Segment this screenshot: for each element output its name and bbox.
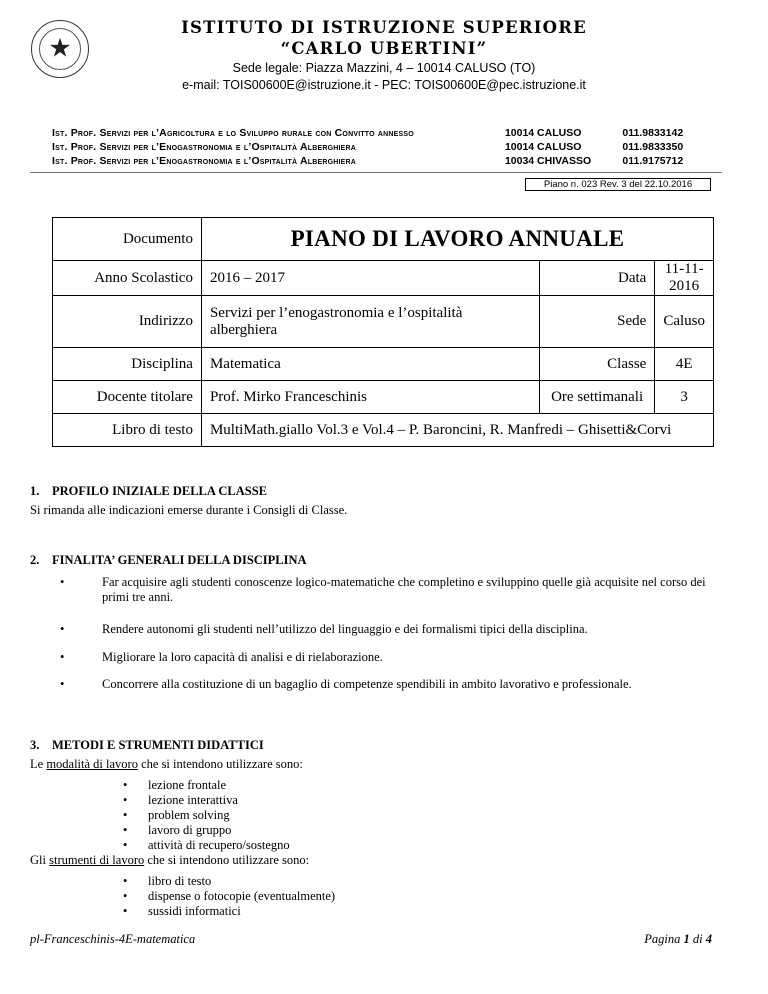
indirizzo-label: Indirizzo: [53, 296, 202, 348]
site-phone: 011.9175712: [622, 155, 684, 167]
list-item: • problem solving: [123, 808, 290, 823]
list-item: • dispense o fotocopie (eventualmente): [123, 889, 335, 904]
intro-text: che si intendono utilizzare sono:: [137, 757, 303, 771]
institute-name: “CARLO UBERTINI”: [280, 39, 488, 58]
section-number: 2.: [30, 553, 40, 567]
footer-page-number: [644, 932, 712, 947]
sede-label: Sede: [539, 296, 654, 348]
section-3-heading: [30, 738, 264, 753]
section-1-text: Si rimanda alle indicazioni emerse durante i Consigli di Classe.: [30, 503, 348, 517]
list-item: • lezione frontale: [123, 778, 290, 793]
section-2-heading: [30, 553, 307, 568]
site-city: 10034 CHIVASSO: [504, 155, 592, 167]
ore-value: 3: [655, 381, 714, 414]
footer-filename: pl-Franceschinis-4E-matematica: [30, 932, 196, 946]
anno-label: Anno Scolastico: [53, 261, 202, 296]
institute-address: Sede legale: Piazza Mazzini, 4 – 10014 CALUSO (TO): [232, 61, 536, 75]
page-total: 4: [705, 932, 712, 946]
section-title: FINALITA’ GENERALI DELLA DISCIPLINA: [52, 553, 307, 567]
sites-list: [52, 126, 712, 168]
disciplina-value: Matematica: [201, 348, 539, 381]
docente-label: Docente titolare: [53, 381, 202, 414]
site-city: 10014 CALUSO: [504, 141, 582, 153]
page-of: di: [689, 932, 706, 946]
section-title: METODI E STRUMENTI DIDATTICI: [52, 738, 264, 752]
list-item: • Far acquisire agli studenti conoscenze logico-matematiche che completino e sviluppino quelle già acquisite nel corso dei primi tre anni.: [60, 575, 710, 605]
anno-value: 2016 – 2017: [201, 261, 539, 296]
header-divider: [30, 172, 722, 173]
section-number: 3.: [30, 738, 40, 752]
classe-value: 4E: [655, 348, 714, 381]
libro-label: Libro di testo: [53, 414, 202, 447]
finalita-list: [60, 677, 710, 692]
list-item: • sussidi informatici: [123, 904, 335, 919]
table-row: [53, 218, 714, 261]
document-info-table: [52, 217, 714, 447]
list-item: • Migliorare la loro capacità di analisi e di rielaborazione.: [60, 650, 710, 665]
strumenti-intro: [30, 853, 309, 868]
table-row: [53, 348, 714, 381]
libro-value: MultiMath.giallo Vol.3 e Vol.4 – P. Baroncini, R. Manfredi – Ghisetti&Corvi: [201, 414, 713, 447]
site-city: 10014 CALUSO: [504, 127, 582, 139]
list-item: • lezione interattiva: [123, 793, 290, 808]
classe-label: Classe: [539, 348, 654, 381]
ore-label: Ore settimanali: [539, 381, 654, 414]
site-phone: 011.9833142: [622, 127, 684, 139]
site-row: [52, 126, 712, 140]
docente-value: Prof. Mirko Franceschinis: [201, 381, 539, 414]
list-item: • Concorrere alla costituzione di un bagaglio di competenze spendibili in ambito lavorativo e professionale.: [60, 677, 710, 692]
documento-label: Documento: [53, 218, 202, 261]
finalita-list: [60, 575, 710, 605]
list-item: • libro di testo: [123, 874, 335, 889]
data-value: 11-11-2016: [655, 261, 714, 296]
site-row: [52, 154, 712, 168]
piano-reference: Piano n. 023 Rev. 3 del 22.10.2016: [525, 178, 711, 191]
institute-contacts: e-mail: TOIS00600E@istruzione.it - PEC: TOIS00600E@pec.istruzione.it: [182, 78, 586, 92]
intro-text: che si intendono utilizzare sono:: [144, 853, 310, 867]
table-row: [53, 414, 714, 447]
page-current: 1: [683, 932, 690, 946]
site-row: [52, 140, 712, 154]
section-title: PROFILO INIZIALE DELLA CLASSE: [52, 484, 267, 498]
page-word: Pagina: [644, 932, 684, 946]
institute-title: ISTITUTO DI ISTRUZIONE SUPERIORE: [181, 18, 587, 37]
intro-text: Le: [30, 757, 47, 771]
table-row: [53, 261, 714, 296]
section-1-heading: [30, 484, 267, 499]
site-name: Ist. Prof. Servizi per l’Enogastronomia e l’Ospitalità Alberghiera: [52, 141, 357, 153]
site-name: Ist. Prof. Servizi per l’Agricoltura e lo Sviluppo rurale con Convitto annesso: [52, 127, 414, 139]
intro-underlined: modalità di lavoro: [46, 757, 138, 771]
site-phone: 011.9833350: [622, 141, 684, 153]
finalita-list: [60, 650, 710, 665]
document-title: PIANO DI LAVORO ANNUALE: [201, 218, 713, 261]
indirizzo-value: Servizi per l’enogastronomia e l’ospitalità alberghiera: [201, 296, 539, 348]
intro-underlined: strumenti di lavoro: [49, 853, 145, 867]
site-name: Ist. Prof. Servizi per l’Enogastronomia e l’Ospitalità Alberghiera: [52, 155, 357, 167]
disciplina-label: Disciplina: [53, 348, 202, 381]
list-item: • lavoro di gruppo: [123, 823, 290, 838]
section-number: 1.: [30, 484, 40, 498]
list-item: • Rendere autonomi gli studenti nell’utilizzo del linguaggio e dei formalismi tipici della disciplina.: [60, 622, 710, 637]
table-row: [53, 381, 714, 414]
modalita-list: [123, 778, 290, 853]
republic-emblem-icon: ★: [31, 20, 89, 78]
intro-text: Gli: [30, 853, 50, 867]
sede-value: Caluso: [655, 296, 714, 348]
data-label: Data: [539, 261, 654, 296]
list-item: • attività di recupero/sostegno: [123, 838, 290, 853]
table-row: [53, 296, 714, 348]
finalita-list: [60, 622, 710, 637]
strumenti-list: [123, 874, 335, 919]
modalita-intro: [30, 757, 303, 772]
